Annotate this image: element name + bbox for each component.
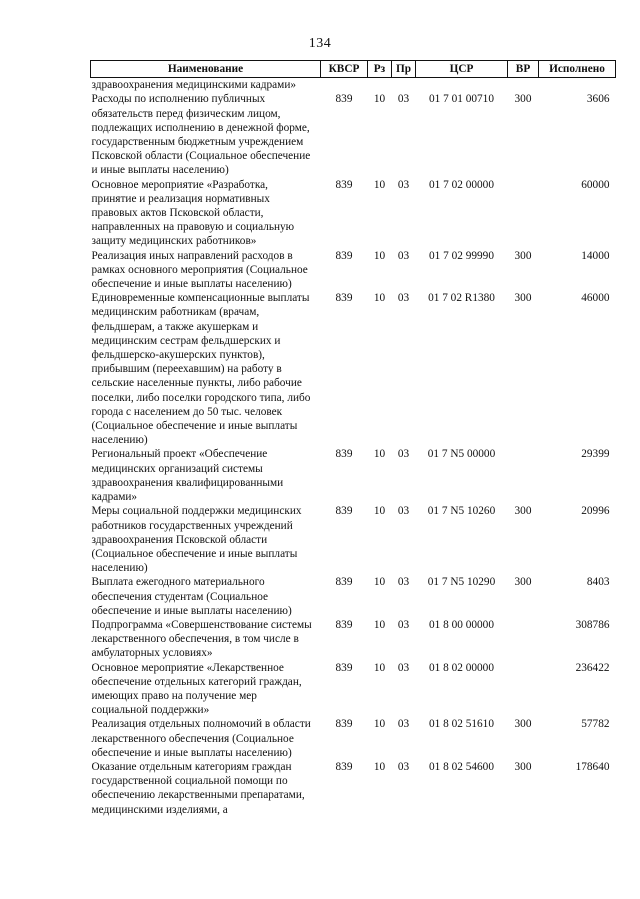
cell-pr: 03 bbox=[397, 618, 410, 631]
cell-vr: 300 bbox=[514, 292, 532, 305]
cell-kvsr bbox=[321, 78, 368, 93]
cell-vr: 300 bbox=[514, 760, 532, 773]
cell-vr bbox=[508, 447, 539, 504]
cell-rz: 10 bbox=[373, 718, 386, 731]
cell-name: Выплата ежегодного материального обеспечения студентам (Социальное обеспечение и иные выплаты населению) bbox=[91, 576, 292, 617]
cell-kvsr: 839 bbox=[335, 448, 353, 461]
cell-csr: 01 7 02 00000 bbox=[429, 178, 494, 191]
cell-executed: 57782 bbox=[581, 718, 610, 731]
table-row bbox=[91, 661, 616, 718]
column-header-kvsr: КВСР bbox=[321, 61, 368, 78]
cell-pr: 03 bbox=[397, 448, 410, 461]
table-row bbox=[91, 575, 616, 618]
cell-name: Реализация иных направлений расходов в рамках основного мероприятия (Социальное обеспечение и иные выплаты населению) bbox=[91, 249, 308, 291]
cell-kvsr: 839 bbox=[335, 249, 353, 262]
cell-csr: 01 7 N5 10290 bbox=[427, 576, 496, 589]
column-header-rz: Рз bbox=[368, 61, 392, 78]
cell-executed: 3606 bbox=[586, 93, 610, 106]
page-number: 134 bbox=[308, 36, 332, 51]
cell-pr: 03 bbox=[397, 760, 410, 773]
cell-name: Единовременные компенсационные выплаты медицинским работникам (врачам, фельдшерам, а также акушеркам и медицинским сестрам фельдшерских и фельдшерско-акушерских пунктов), прибывшим (переехавшим) на работу в сельские населенные пункты, либо рабочие поселки, либо поселки городского типа, либо города с населением до 50 тыс. человек (Социальное обеспечение и иные выплаты населению) bbox=[91, 292, 311, 447]
table-row bbox=[91, 92, 616, 177]
table-row bbox=[91, 291, 616, 447]
column-header-pr: Пр bbox=[392, 61, 416, 78]
column-header-name: Наименование bbox=[91, 61, 321, 78]
cell-kvsr: 839 bbox=[335, 618, 353, 631]
cell-rz: 10 bbox=[373, 505, 386, 518]
cell-pr: 03 bbox=[397, 505, 410, 518]
cell-executed: 46000 bbox=[581, 292, 610, 305]
cell-kvsr: 839 bbox=[335, 93, 353, 106]
cell-vr bbox=[508, 661, 539, 718]
table-row bbox=[91, 618, 616, 661]
cell-kvsr: 839 bbox=[335, 505, 353, 518]
column-header-executed: Исполнено bbox=[539, 61, 616, 78]
cell-kvsr: 839 bbox=[335, 292, 353, 305]
cell-pr: 03 bbox=[397, 292, 410, 305]
cell-name: Реализация отдельных полномочий в области лекарственного обеспечения (Социальное обеспечение и иные выплаты населению) bbox=[91, 718, 311, 759]
cell-vr: 300 bbox=[514, 718, 532, 731]
cell-rz: 10 bbox=[373, 661, 386, 674]
cell-csr: 01 8 02 54600 bbox=[429, 760, 494, 773]
table-header-row bbox=[91, 61, 616, 78]
column-header-csr: ЦСР bbox=[416, 61, 508, 78]
cell-rz: 10 bbox=[373, 249, 386, 262]
cell-rz: 10 bbox=[373, 760, 386, 773]
cell-csr: 01 7 01 00710 bbox=[429, 93, 494, 106]
cell-pr: 03 bbox=[397, 661, 410, 674]
cell-vr: 300 bbox=[514, 576, 532, 589]
cell-vr bbox=[508, 618, 539, 661]
cell-executed: 178640 bbox=[575, 760, 610, 773]
cell-name: Оказание отдельным категориям граждан государственной социальной помощи по обеспечению лекарственными препаратами, медицинскими изделиями, а bbox=[91, 760, 305, 816]
cell-pr bbox=[392, 78, 416, 93]
cell-rz: 10 bbox=[373, 576, 386, 589]
cell-pr: 03 bbox=[397, 718, 410, 731]
cell-name: Меры социальной поддержки медицинских работников государственных учреждений здравоохранения Псковской области (Социальное обеспечение и иные выплаты населению) bbox=[91, 505, 302, 575]
cell-rz bbox=[368, 78, 392, 93]
cell-csr: 01 7 02 R1380 bbox=[428, 292, 495, 305]
table-row bbox=[91, 760, 616, 817]
cell-executed: 8403 bbox=[586, 576, 610, 589]
table-row bbox=[91, 504, 616, 575]
column-header-vr: ВР bbox=[508, 61, 539, 78]
cell-executed: 60000 bbox=[581, 178, 610, 191]
cell-name: Региональный проект «Обеспечение медицинских организаций системы здравоохранения квалифицированными кадрами» bbox=[91, 448, 284, 504]
cell-kvsr: 839 bbox=[335, 576, 353, 589]
cell-executed: 14000 bbox=[581, 249, 610, 262]
cell-rz: 10 bbox=[373, 618, 386, 631]
cell-csr: 01 7 02 99990 bbox=[429, 249, 494, 262]
table-row bbox=[91, 249, 616, 292]
cell-pr: 03 bbox=[397, 576, 410, 589]
cell-executed: 20996 bbox=[581, 505, 610, 518]
cell-pr: 03 bbox=[397, 249, 410, 262]
table-row bbox=[91, 178, 616, 249]
cell-kvsr: 839 bbox=[335, 178, 353, 191]
table-row bbox=[91, 717, 616, 760]
cell-csr: 01 8 02 00000 bbox=[429, 661, 494, 674]
cell-rz: 10 bbox=[373, 292, 386, 305]
cell-name: здравоохранения медицинскими кадрами» bbox=[91, 79, 297, 92]
cell-executed: 308786 bbox=[575, 618, 610, 631]
cell-vr: 300 bbox=[514, 249, 532, 262]
cell-csr: 01 8 02 51610 bbox=[429, 718, 494, 731]
cell-name: Основное мероприятие «Разработка, принятие и реализация нормативных правовых актов Псковской области, направленных на правовую и социальную защиту медицинских работников» bbox=[91, 178, 295, 248]
cell-executed bbox=[539, 78, 616, 93]
cell-csr: 01 8 00 00000 bbox=[429, 618, 494, 631]
cell-name: Подпрограмма «Совершенствование системы лекарственного обеспечения, в том числе в амбулаторных условиях» bbox=[91, 618, 312, 660]
cell-rz: 10 bbox=[373, 93, 386, 106]
cell-vr: 300 bbox=[514, 93, 532, 106]
cell-kvsr: 839 bbox=[335, 760, 353, 773]
table-row bbox=[91, 78, 616, 93]
cell-rz: 10 bbox=[373, 178, 386, 191]
cell-vr: 300 bbox=[514, 505, 532, 518]
cell-csr: 01 7 N5 00000 bbox=[427, 448, 496, 461]
cell-csr: 01 7 N5 10260 bbox=[427, 505, 496, 518]
cell-vr bbox=[508, 78, 539, 93]
table-row bbox=[91, 447, 616, 504]
cell-pr: 03 bbox=[397, 178, 410, 191]
cell-executed: 29399 bbox=[581, 448, 610, 461]
cell-name: Расходы по исполнению публичных обязательств перед физическим лицом, подлежащих исполнению в денежной форме, государственным бюджетным учреждением Псковской области (Социальное обеспечение и иные выплаты населению) bbox=[91, 93, 311, 177]
budget-execution-table bbox=[90, 60, 616, 817]
cell-csr bbox=[416, 78, 508, 93]
cell-executed: 236422 bbox=[575, 661, 610, 674]
cell-vr bbox=[508, 178, 539, 249]
cell-kvsr: 839 bbox=[335, 718, 353, 731]
cell-kvsr: 839 bbox=[335, 661, 353, 674]
cell-rz: 10 bbox=[373, 448, 386, 461]
cell-pr: 03 bbox=[397, 93, 410, 106]
cell-name: Основное мероприятие «Лекарственное обеспечение отдельных категорий граждан, имеющих право на получение мер социальной поддержки» bbox=[91, 661, 302, 717]
